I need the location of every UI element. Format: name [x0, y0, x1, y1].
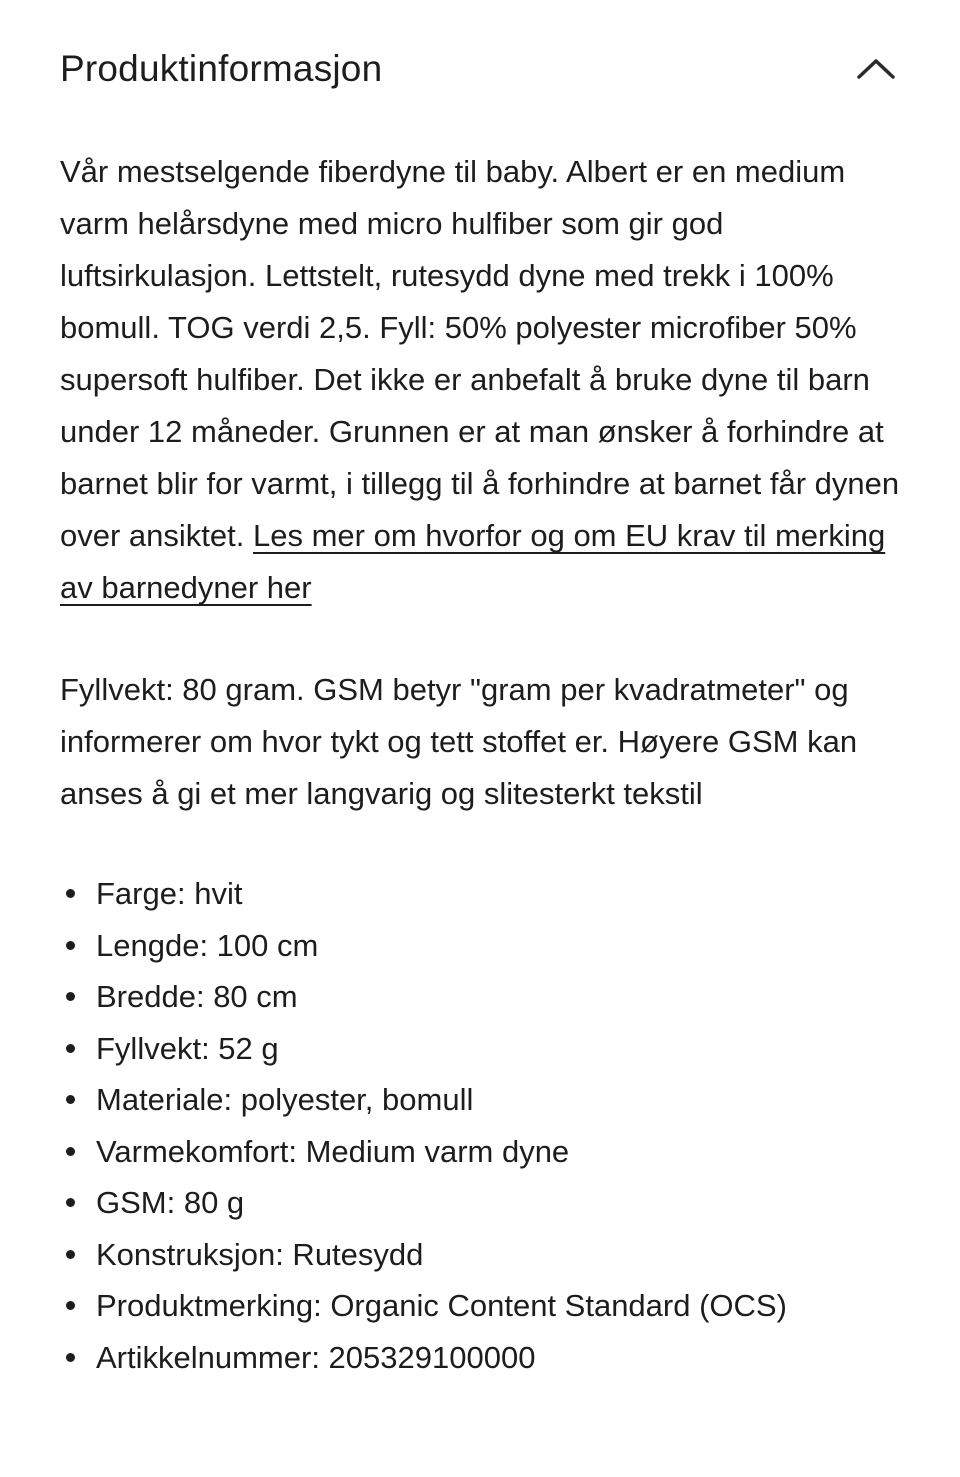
read-more-link[interactable]: Les mer om hvorfor og om EU krav til merking av barnedyner her: [60, 518, 886, 605]
bullet-icon: [66, 1147, 75, 1156]
spec-list: [60, 868, 902, 1383]
section-title: Produktinformasjon: [60, 48, 383, 89]
list-item-text: Materiale: polyester, bomull: [96, 1082, 474, 1117]
bullet-icon: [66, 1095, 75, 1104]
chevron-up-icon[interactable]: [854, 54, 898, 84]
list-item-varmekomfort: [66, 1126, 902, 1178]
gsm-paragraph: Fyllvekt: 80 gram. GSM betyr "gram per kvadratmeter" og informerer om hvor tykt og tett stoffet er. Høyere GSM kan anses å gi et mer langvarig og slitesterkt tekstil: [60, 672, 858, 811]
bullet-icon: [66, 1044, 75, 1053]
list-item-bredde: [66, 971, 902, 1023]
bullet-icon: [66, 1353, 75, 1362]
list-item-materiale: [66, 1074, 902, 1126]
list-item-text: Varmekomfort: Medium varm dyne: [96, 1133, 570, 1169]
list-item-produktmerking: [66, 1280, 902, 1332]
bullet-icon: [66, 1250, 75, 1259]
bullet-icon: [66, 941, 75, 950]
bullet-icon: [66, 1301, 75, 1310]
list-item-gsm: [66, 1177, 902, 1229]
list-item-text: GSM: 80 g: [96, 1185, 245, 1220]
description-text: Vår mestselgende fiberdyne til baby. Albert er en medium varm helårsdyne med micro hulfiber som gir god luftsirkulasjon. Lettstelt, rutesydd dyne med trekk i 100% bomull. TOG verdi 2,5. Fyll: 50% polyester microfiber 50% supersoft hulfiber. Det ikke er anbefalt å bruke dyne til barn under 12 måneder. Grunnen er at man ønsker å forhindre at barnet blir for varmt, i tillegg til å forhindre at barnet får dynen over ansiktet.: [60, 154, 900, 553]
accordion-header-produktinformasjon[interactable]: [60, 42, 902, 100]
list-item-text: Konstruksjon: Rutesydd: [96, 1236, 424, 1272]
list-item-lengde: [66, 920, 902, 972]
list-item-artikkelnummer: [66, 1332, 902, 1384]
list-item-text: Fyllvekt: 52 g: [96, 1030, 279, 1066]
bullet-icon: [66, 889, 75, 898]
list-item-text: Produktmerking: Organic Content Standard (OCS): [96, 1288, 787, 1323]
list-item-farge: [66, 868, 902, 920]
list-item-text: Lengde: 100 cm: [96, 927, 319, 963]
bullet-icon: [66, 992, 75, 1001]
list-item-konstruksjon: [66, 1229, 902, 1281]
list-item-text: Bredde: 80 cm: [96, 979, 298, 1014]
description-paragraph: [60, 146, 902, 614]
list-item-text: Artikkelnummer: 205329100000: [96, 1339, 536, 1375]
accordion-body: [60, 100, 902, 1383]
bullet-icon: [66, 1198, 75, 1207]
list-item-text: Farge: hvit: [96, 876, 243, 911]
list-item-fyllvekt: [66, 1023, 902, 1075]
